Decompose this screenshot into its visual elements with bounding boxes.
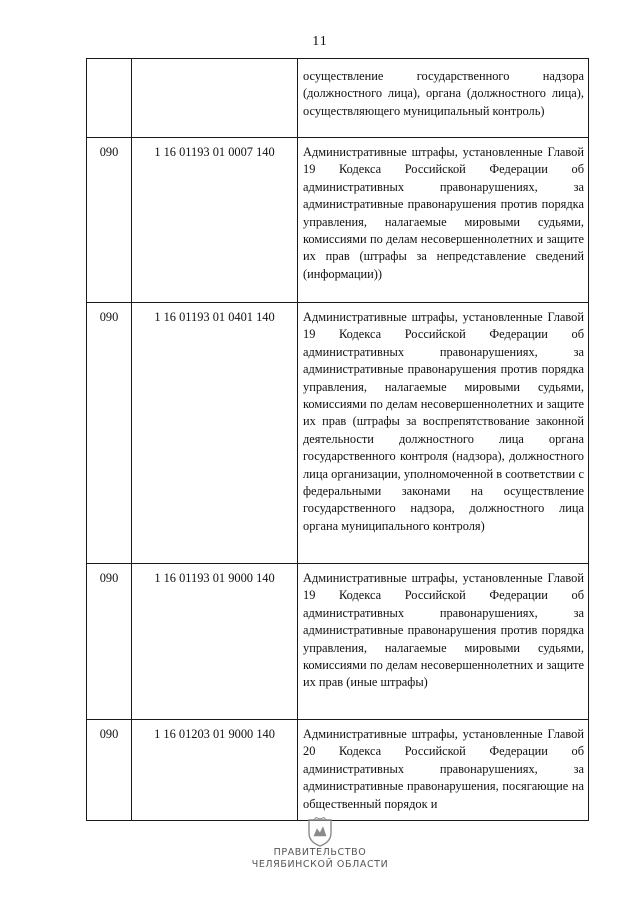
admin-code: 090 <box>99 145 119 159</box>
description-cell <box>298 303 589 564</box>
admin-code-cell <box>87 720 132 821</box>
description-text: Административные штрафы, установленные Главой 20 Кодекса Российской Федерации об административных правонарушениях, за административные правонарушения, посягающие на общественный порядок и <box>303 727 584 811</box>
budget-code <box>132 59 297 71</box>
description-cell <box>298 59 589 138</box>
budget-code-cell <box>132 303 298 564</box>
table-row <box>87 59 589 138</box>
description-cell <box>298 564 589 720</box>
table-row <box>87 138 589 303</box>
admin-code: 090 <box>99 727 119 741</box>
admin-code-cell <box>87 564 132 720</box>
budget-code-cell <box>132 138 298 303</box>
page-number: 11 <box>312 34 328 49</box>
description-cell <box>298 138 589 303</box>
budget-code: 1 16 01193 01 9000 140 <box>154 571 275 585</box>
budget-code: 1 16 01193 01 0007 140 <box>154 145 275 159</box>
admin-code: 090 <box>99 571 119 585</box>
admin-code <box>87 59 131 71</box>
budget-code-cell <box>132 720 298 821</box>
table-row <box>87 564 589 720</box>
footer-org-line2: ЧЕЛЯБИНСКОЙ ОБЛАСТИ <box>251 859 389 870</box>
admin-code-cell <box>87 59 132 138</box>
table-row <box>87 303 589 564</box>
table-row <box>87 720 589 821</box>
admin-code: 090 <box>99 310 119 324</box>
description-text: Административные штрафы, установленные Главой 19 Кодекса Российской Федерации об административных правонарушениях, за административные правонарушения против порядка управления, налагаемые мировыми судьями, комиссиями по делам несовершеннолетних и защите их прав (иные штрафы) <box>303 571 584 690</box>
admin-code-cell <box>87 138 132 303</box>
description-text: осуществление государственного надзора (должностного лица), органа (должностного лица), осуществляющего муниципальный контроль) <box>303 69 584 118</box>
description-cell <box>298 720 589 821</box>
budget-code: 1 16 01193 01 0401 140 <box>154 310 275 324</box>
budget-codes-table <box>86 58 589 821</box>
footer-org-line1: ПРАВИТЕЛЬСТВО <box>273 847 367 858</box>
budget-code: 1 16 01203 01 9000 140 <box>154 727 275 741</box>
budget-code-cell <box>132 564 298 720</box>
coat-of-arms-icon <box>306 817 334 847</box>
description-text: Административные штрафы, установленные Главой 19 Кодекса Российской Федерации об административных правонарушениях, за административные правонарушения против порядка управления, налагаемые мировыми судьями, комиссиями по делам несовершеннолетних и защите их прав (штрафы за воспрепятствование законной деятельности должностного лица органа государственного контроля (надзора), должностного лица организации, уполномоченной в соответствии с федеральными законами на осуществление государственного надзора, должностного лица органа муниципального контроля) <box>303 310 584 533</box>
budget-code-cell <box>132 59 298 138</box>
admin-code-cell <box>87 303 132 564</box>
description-text: Административные штрафы, установленные Главой 19 Кодекса Российской Федерации об административных правонарушениях, за административные правонарушения против порядка управления, налагаемые мировыми судьями, комиссиями по делам несовершеннолетних и защите их прав (штрафы за непредставление сведений (информации)) <box>303 145 584 281</box>
